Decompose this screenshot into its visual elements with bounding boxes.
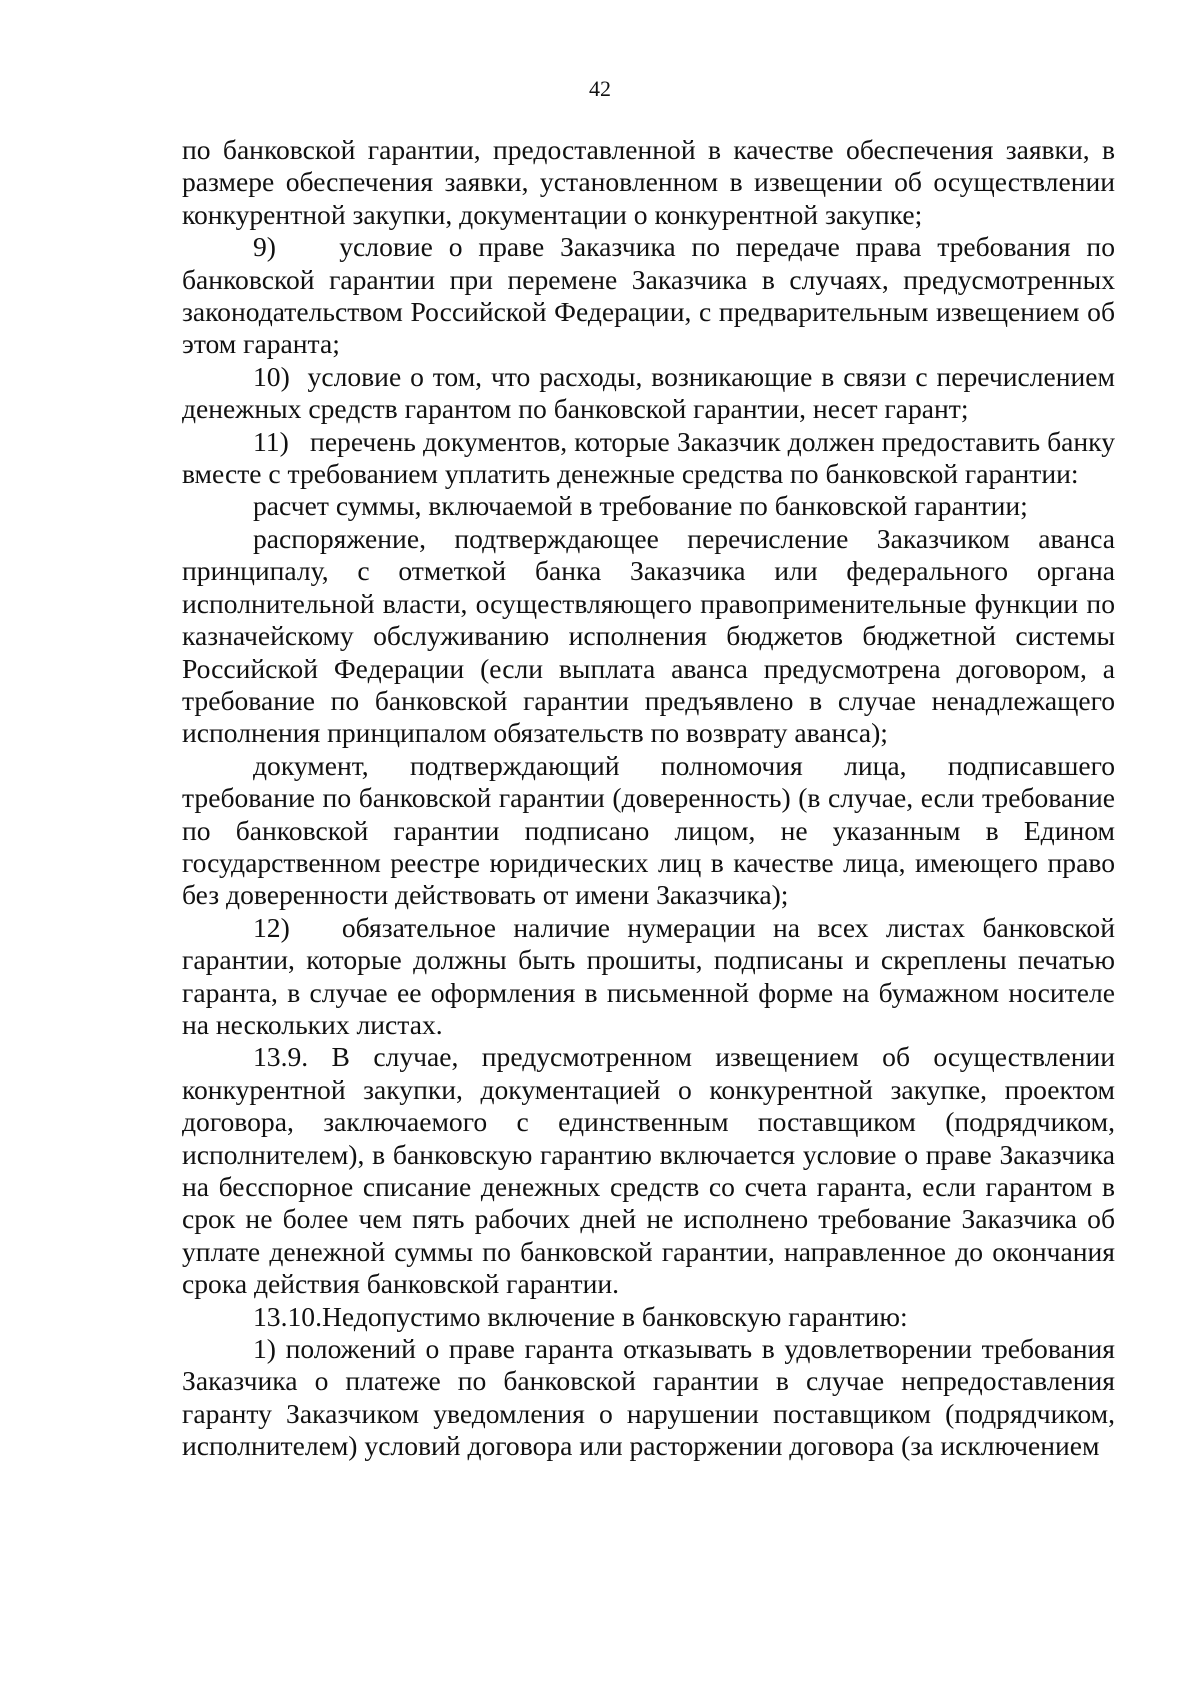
list-item-11: 11) перечень документов, которые Заказчик должен предоставить банку вместе с требованием уплатить денежные средства по банковской гарантии: xyxy=(182,425,1115,490)
list-item-12: 12) обязательное наличие нумерации на всех листах банковской гарантии, которые должны быть прошиты, подписаны и скреплены печатью гаранта, в случае ее оформления в письменной форме на бумажном носителе на нескольких листах. xyxy=(182,911,1115,1040)
document-list-item-calculation: расчет суммы, включаемой в требование по банковской гарантии; xyxy=(253,490,1028,522)
clause-13-9: 13.9. В случае, предусмотренном извещением об осуществлении конкурентной закупки, документацией о конкурентной закупке, проектом договора, заключаемого с единственным поставщиком (подрядчиком, исполнителем), в банковскую гарантию включается условие о праве Заказчика на бесспорное списание денежных средств со счета гаранта, если гарантом в срок не более чем пять рабочих дней не исполнено требование Заказчика об уплате денежной суммы по банковской гарантии, направленное до окончания срока действия банковской гарантии. xyxy=(182,1041,1115,1300)
clause-13-10-item-1: 1) положений о праве гаранта отказывать в удовлетворении требования Заказчика о платеже по банковской гарантии в случае непредоставления гаранту Заказчиком уведомления о нарушении поставщиком (подрядчиком, исполнителем) условий договора или расторжении договора (за исключением xyxy=(182,1333,1115,1462)
page-number: 42 xyxy=(589,76,611,101)
paragraph-continuation: по банковской гарантии, предоставленной в качестве обеспечения заявки, в размере обеспечения заявки, установленном в извещении об осуществлении конкурентной закупки, документации о конкурентной закупке; xyxy=(182,134,1115,230)
list-item-9: 9) условие о праве Заказчика по передаче права требования по банковской гарантии при перемене Заказчика в случаях, предусмотренных законодательством Российской Федерации, с предварительным извещением об этом гаранта; xyxy=(182,231,1115,360)
document-body xyxy=(182,134,1115,1463)
clause-13-10: 13.10.Недопустимо включение в банковскую гарантию: xyxy=(253,1300,908,1332)
list-item-10: 10) условие о том, что расходы, возникающие в связи с перечислением денежных средств гарантом по банковской гарантии, несет гарант; xyxy=(182,360,1115,425)
document-list-item-order: распоряжение, подтверждающее перечисление Заказчиком аванса принципалу, с отметкой банка Заказчика или федерального органа исполнительной власти, осуществляющего правоприменительные функции по казначейскому обслуживанию исполнения бюджетов бюджетной системы Российской Федерации (если выплата аванса предусмотрена договором, а требование по банковской гарантии предъявлено в случае ненадлежащего исполнения принципалом обязательств по возврату аванса); xyxy=(182,522,1115,749)
document-list-item-authority: документ, подтверждающий полномочия лица, подписавшего требование по банковской гарантии (доверенность) (в случае, если требование по банковской гарантии подписано лицом, не указанным в Едином государственном реестре юридических лиц в качестве лица, имеющего право без доверенности действовать от имени Заказчика); xyxy=(182,749,1115,911)
